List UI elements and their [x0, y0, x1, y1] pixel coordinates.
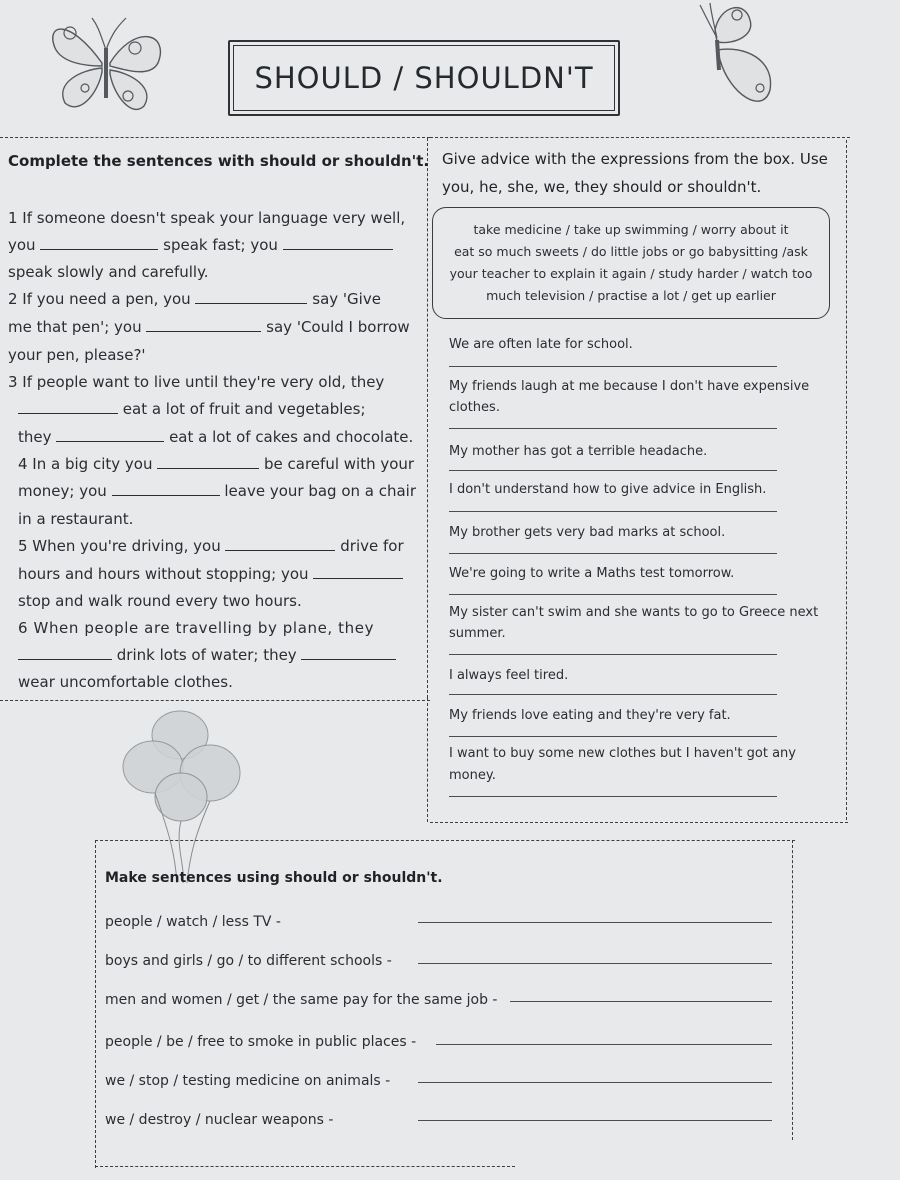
right-section-right-border: [846, 140, 847, 820]
left-line-16: 6 When people are travelling by plane, they: [18, 619, 375, 637]
bottom-item-5: we / stop / testing medicine on animals -: [105, 1073, 391, 1089]
answer-blank[interactable]: [56, 428, 164, 442]
prompt-2: My friends laugh at me because I don't have expensive: [449, 379, 810, 394]
right-heading-2: you, he, she, we, they should or shouldn't.: [442, 178, 762, 196]
bottom-section-bottom: [95, 1166, 515, 1167]
left-line-18: wear uncomfortable clothes.: [18, 673, 233, 691]
right-section-bottom: [430, 822, 848, 823]
prompt-9: My friends love eating and they're very fat.: [449, 708, 731, 723]
expressions-box: [432, 207, 830, 319]
bottom-section-right: [792, 840, 793, 1140]
bottom-section-left: [95, 840, 96, 1168]
left-line-12: in a restaurant.: [18, 510, 134, 528]
bottom-item-2: boys and girls / go / to different schools -: [105, 953, 392, 969]
prompt-3: My mother has got a terrible headache.: [449, 444, 708, 459]
left-line-7: 3 If people want to live until they're very old, they: [8, 373, 385, 391]
left-line-17: drink lots of water; they: [18, 646, 396, 664]
right-heading-1: Give advice with the expressions from the box. Use: [442, 150, 828, 168]
prompt-8: I always feel tired.: [449, 668, 569, 683]
box-line-4: much television / practise a lot / get up earlier: [486, 288, 776, 303]
left-heading: Complete the sentences with should or shouldn't.: [8, 152, 430, 170]
left-line-8: eat a lot of fruit and vegetables;: [18, 400, 366, 418]
top-right-divider: [430, 137, 850, 138]
answer-blank[interactable]: [195, 290, 307, 304]
answer-line[interactable]: [449, 594, 777, 595]
prompt-6: We're going to write a Maths test tomorrow.: [449, 566, 735, 581]
box-line-2: eat so much sweets / do little jobs or go babysitting /ask: [454, 244, 808, 259]
bottom-heading: Make sentences using should or shouldn't.: [105, 870, 443, 886]
bottom-item-6: we / destroy / nuclear weapons -: [105, 1112, 334, 1128]
answer-blank[interactable]: [18, 646, 112, 660]
left-line-15: stop and walk round every two hours.: [18, 592, 302, 610]
left-line-11: money; you leave your bag on a chair: [18, 482, 417, 500]
answer-blank[interactable]: [40, 236, 158, 250]
left-line-9: they eat a lot of cakes and chocolate.: [18, 428, 414, 446]
answer-line[interactable]: [449, 553, 777, 554]
prompt-2b: clothes.: [449, 400, 500, 415]
center-divider: [427, 138, 428, 698]
left-line-14: hours and hours without stopping; you: [18, 565, 403, 583]
left-line-2: you speak fast; you: [8, 236, 393, 254]
answer-blank[interactable]: [146, 318, 261, 332]
answer-line[interactable]: [449, 796, 777, 797]
left-line-13: 5 When you're driving, you drive for: [18, 537, 404, 555]
box-line-3: your teacher to explain it again / study harder / watch too: [449, 266, 813, 281]
left-line-6: your pen, please?': [8, 346, 146, 364]
answer-line[interactable]: [436, 1044, 772, 1045]
bottom-item-3: men and women / get / the same pay for the same job -: [105, 992, 498, 1008]
answer-line[interactable]: [418, 922, 772, 923]
butterfly-right-icon: [675, 0, 785, 120]
bottom-section-top: [95, 840, 795, 841]
left-line-5: me that pen'; you say 'Could I borrow: [8, 318, 410, 336]
bottom-item-4: people / be / free to smoke in public places -: [105, 1034, 417, 1050]
answer-line[interactable]: [449, 654, 777, 655]
answer-line[interactable]: [449, 736, 777, 737]
answer-line[interactable]: [418, 1120, 772, 1121]
answer-blank[interactable]: [283, 236, 393, 250]
prompt-10: I want to buy some new clothes but I haven't got any: [449, 746, 796, 761]
answer-blank[interactable]: [313, 565, 403, 579]
prompt-10b: money.: [449, 768, 496, 783]
prompt-4: I don't understand how to give advice in English.: [449, 482, 767, 497]
left-line-4: 2 If you need a pen, you say 'Give: [8, 290, 381, 308]
answer-line[interactable]: [449, 694, 777, 695]
answer-line[interactable]: [449, 470, 777, 471]
left-line-3: speak slowly and carefully.: [8, 263, 209, 281]
answer-blank[interactable]: [18, 400, 118, 414]
answer-line[interactable]: [418, 963, 772, 964]
right-section-left-border: [427, 698, 428, 822]
butterfly-left-icon: [40, 8, 170, 118]
left-line-1: 1 If someone doesn't speak your language very well,: [8, 209, 406, 227]
answer-blank[interactable]: [301, 646, 396, 660]
left-section-bottom: [0, 700, 430, 701]
answer-blank[interactable]: [157, 455, 259, 469]
answer-line[interactable]: [418, 1082, 772, 1083]
balloons-icon: [115, 705, 255, 885]
answer-blank[interactable]: [112, 482, 220, 496]
box-line-1: take medicine / take up swimming / worry about it: [473, 222, 789, 237]
answer-line[interactable]: [510, 1001, 772, 1002]
prompt-5: My brother gets very bad marks at school.: [449, 525, 726, 540]
answer-line[interactable]: [449, 428, 777, 429]
answer-line[interactable]: [449, 366, 777, 367]
top-divider: [0, 137, 430, 138]
left-line-10: 4 In a big city you be careful with your: [18, 455, 415, 473]
prompt-7: My sister can't swim and she wants to go to Greece next: [449, 605, 819, 620]
answer-line[interactable]: [449, 511, 777, 512]
prompt-1: We are often late for school.: [449, 337, 633, 352]
bottom-item-1: people / watch / less TV -: [105, 914, 281, 930]
prompt-7b: summer.: [449, 626, 506, 641]
answer-blank[interactable]: [225, 537, 335, 551]
page-title: SHOULD / SHOULDN'T: [228, 40, 620, 116]
